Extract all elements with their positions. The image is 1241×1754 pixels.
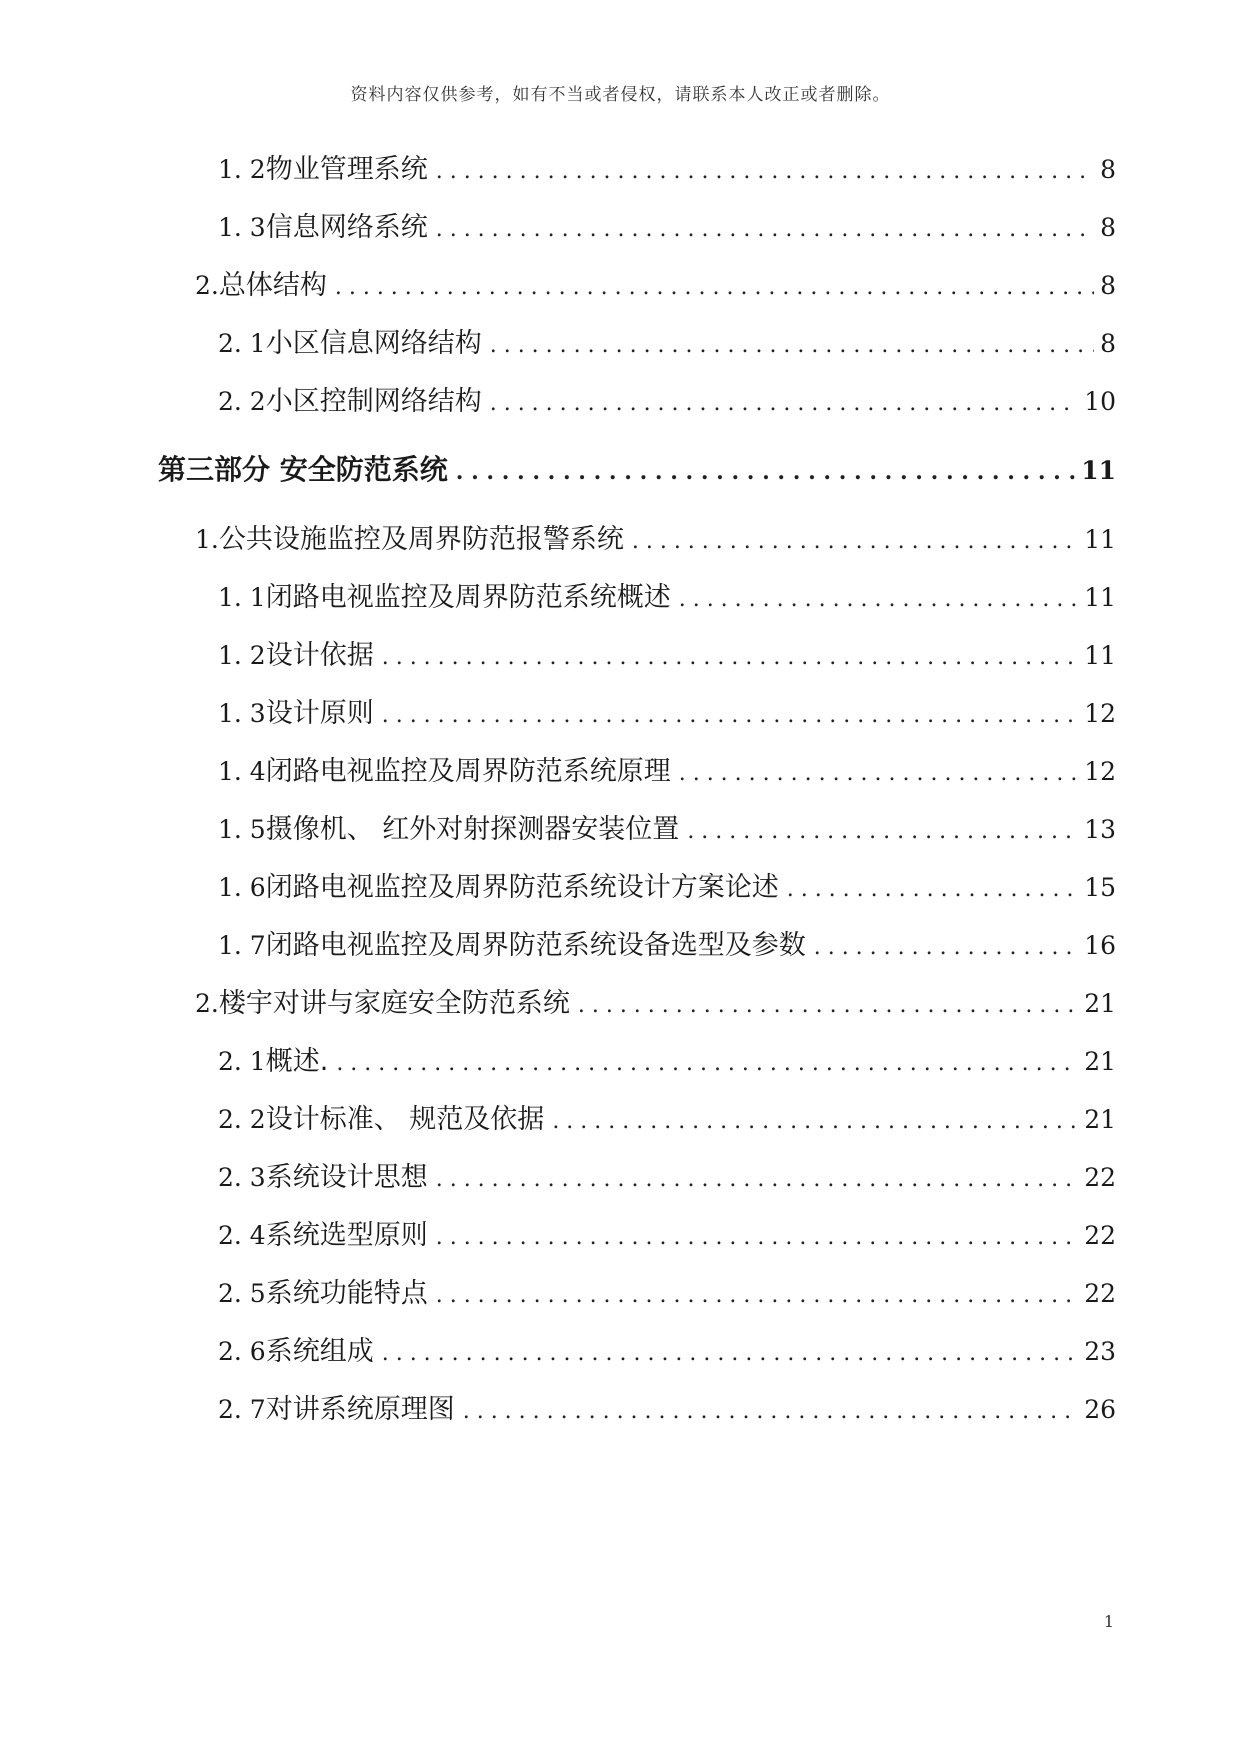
- toc-entry[interactable]: [218, 1274, 1116, 1314]
- toc-entry[interactable]: [218, 1216, 1116, 1256]
- toc-entry-title: 系统选型原则: [265, 1220, 428, 1251]
- toc-entry-page: 12: [1084, 699, 1116, 728]
- toc-entry[interactable]: [218, 1390, 1116, 1430]
- toc-dot-leader: [687, 812, 1078, 852]
- toc-entry-title: 系统功能特点: [265, 1278, 428, 1309]
- toc-entry-title: 系统组成: [265, 1336, 374, 1367]
- toc-entry-number: 1. 2: [218, 641, 266, 670]
- toc-entry-page: 11: [1084, 525, 1116, 554]
- toc-entry-number: 1. 3: [218, 699, 266, 728]
- toc-entry-page: 21: [1084, 989, 1116, 1018]
- toc-entry-number: 2. 2: [218, 1105, 266, 1134]
- toc-entry-page: 11: [1084, 641, 1116, 670]
- toc-entry[interactable]: [195, 984, 1116, 1024]
- toc-entry-page: 26: [1084, 1395, 1116, 1424]
- toc-dot-leader: [679, 580, 1078, 620]
- toc-entry-page: 10: [1084, 387, 1116, 416]
- toc-dot-leader: [382, 696, 1078, 736]
- toc-entry[interactable]: [218, 752, 1116, 792]
- toc-entry-page: 22: [1084, 1221, 1116, 1250]
- toc-entry-title: 设计依据: [265, 640, 374, 671]
- toc-entry-page: 22: [1084, 1279, 1116, 1308]
- toc-dot-leader: [456, 452, 1075, 492]
- toc-entry[interactable]: [218, 636, 1116, 676]
- toc-entry-number: 2. 4: [218, 1221, 266, 1250]
- toc-entry-number: 1. 4: [218, 757, 266, 786]
- toc-entry[interactable]: [218, 1042, 1116, 1082]
- page-number: 1: [1103, 1612, 1114, 1631]
- toc-entry-page: 15: [1084, 873, 1116, 902]
- toc-entry-page: 23: [1084, 1337, 1116, 1366]
- toc-entry-title: 闭路电视监控及周界防范系统概述: [265, 582, 671, 613]
- toc-entry[interactable]: [218, 382, 1116, 422]
- toc-entry-title: 信息网络系统: [265, 212, 428, 243]
- toc-entry[interactable]: [218, 150, 1116, 190]
- toc-dot-leader: [436, 1218, 1078, 1258]
- toc-dot-leader: [787, 870, 1078, 910]
- toc-entry-title: 公共设施监控及周界防范报警系统: [218, 524, 624, 555]
- toc-entry-number: 2. 1: [218, 1047, 266, 1076]
- toc-dot-leader: [382, 638, 1078, 678]
- toc-entry-number: 2. 1: [218, 329, 266, 358]
- toc-dot-leader: [335, 268, 1094, 308]
- toc-entry-page: 21: [1084, 1105, 1116, 1134]
- toc-part-heading[interactable]: [158, 450, 1116, 490]
- toc-entry-number: 2.: [195, 271, 219, 300]
- toc-entry-number: 1. 1: [218, 583, 266, 612]
- toc-entry-title: 系统设计思想: [265, 1162, 428, 1193]
- toc-dot-leader: [436, 152, 1094, 192]
- toc-dot-leader: [679, 754, 1078, 794]
- toc-entry-title: 第三部分 安全防范系统: [158, 453, 448, 486]
- toc-entry[interactable]: [218, 208, 1116, 248]
- toc-entry[interactable]: [218, 1100, 1116, 1140]
- toc-entry-number: 1.: [195, 525, 219, 554]
- toc-entry-number: 2. 5: [218, 1279, 266, 1308]
- toc-entry-title: 闭路电视监控及周界防范系统原理: [265, 756, 671, 787]
- toc-entry-title: 闭路电视监控及周界防范系统设计方案论述: [265, 872, 779, 903]
- toc-entry-title: 小区控制网络结构: [265, 386, 482, 417]
- toc-entry-number: 1. 5: [218, 815, 266, 844]
- toc-dot-leader: [382, 1334, 1078, 1374]
- toc-dot-leader: [552, 1102, 1078, 1142]
- toc-entry-page: 22: [1084, 1163, 1116, 1192]
- toc-dot-leader: [336, 1044, 1078, 1084]
- toc-entry[interactable]: [218, 324, 1116, 364]
- toc-entry-title: 设计标准、 规范及依据: [265, 1104, 545, 1135]
- toc-entry-number: 2. 7: [218, 1395, 266, 1424]
- toc-dot-leader: [814, 928, 1078, 968]
- header-disclaimer: 资料内容仅供参考，如有不当或者侵权，请联系本人改正或者删除。: [350, 85, 891, 105]
- toc-entry-page: 11: [1084, 583, 1116, 612]
- toc-entry-page: 21: [1084, 1047, 1116, 1076]
- toc-entry-number: 1. 7: [218, 931, 266, 960]
- toc-entry-page: 8: [1100, 271, 1116, 300]
- toc-entry-title: 物业管理系统: [265, 154, 428, 185]
- toc-entry-page: 8: [1100, 329, 1116, 358]
- toc-entry-page: 16: [1084, 931, 1116, 960]
- toc-entry[interactable]: [218, 694, 1116, 734]
- toc-entry-number: 2. 3: [218, 1163, 266, 1192]
- toc-entry[interactable]: [218, 926, 1116, 966]
- toc-entry-page: 11: [1081, 456, 1116, 485]
- toc-entry-title: 闭路电视监控及周界防范系统设备选型及参数: [265, 930, 806, 961]
- toc-dot-leader: [578, 986, 1078, 1026]
- toc-entry-title: 楼宇对讲与家庭安全防范系统: [218, 988, 570, 1019]
- toc-entry-page: 8: [1100, 213, 1116, 242]
- toc-entry[interactable]: [218, 868, 1116, 908]
- toc-dot-leader: [490, 384, 1078, 424]
- toc-entry[interactable]: [218, 578, 1116, 618]
- toc-dot-leader: [436, 1160, 1078, 1200]
- toc-entry-number: 1. 6: [218, 873, 266, 902]
- toc-entry-title: 总体结构: [218, 270, 327, 301]
- toc-entry[interactable]: [195, 520, 1116, 560]
- toc-entry-number: 1. 3: [218, 213, 266, 242]
- toc-entry-title: 概述.: [265, 1046, 329, 1077]
- toc-entry[interactable]: [218, 1158, 1116, 1198]
- toc-entry-title: 对讲系统原理图: [265, 1394, 455, 1425]
- toc-entry-number: 2. 2: [218, 387, 266, 416]
- toc-dot-leader: [436, 1276, 1078, 1316]
- toc-dot-leader: [436, 210, 1094, 250]
- toc-entry-page: 8: [1100, 155, 1116, 184]
- toc-dot-leader: [490, 326, 1094, 366]
- toc-entry[interactable]: [218, 1332, 1116, 1372]
- toc-entry-title: 摄像机、 红外对射探测器安装位置: [265, 814, 680, 845]
- toc-entry[interactable]: [195, 266, 1116, 306]
- toc-entry-number: 2.: [195, 989, 219, 1018]
- toc-entry-page: 12: [1084, 757, 1116, 786]
- toc-entry-title: 设计原则: [265, 698, 374, 729]
- toc-entry[interactable]: [218, 810, 1116, 850]
- toc-entry-title: 小区信息网络结构: [265, 328, 482, 359]
- toc-dot-leader: [632, 522, 1078, 562]
- toc-entry-number: 1. 2: [218, 155, 266, 184]
- toc-entry-number: 2. 6: [218, 1337, 266, 1366]
- toc-dot-leader: [463, 1392, 1078, 1432]
- toc-entry-page: 13: [1084, 815, 1116, 844]
